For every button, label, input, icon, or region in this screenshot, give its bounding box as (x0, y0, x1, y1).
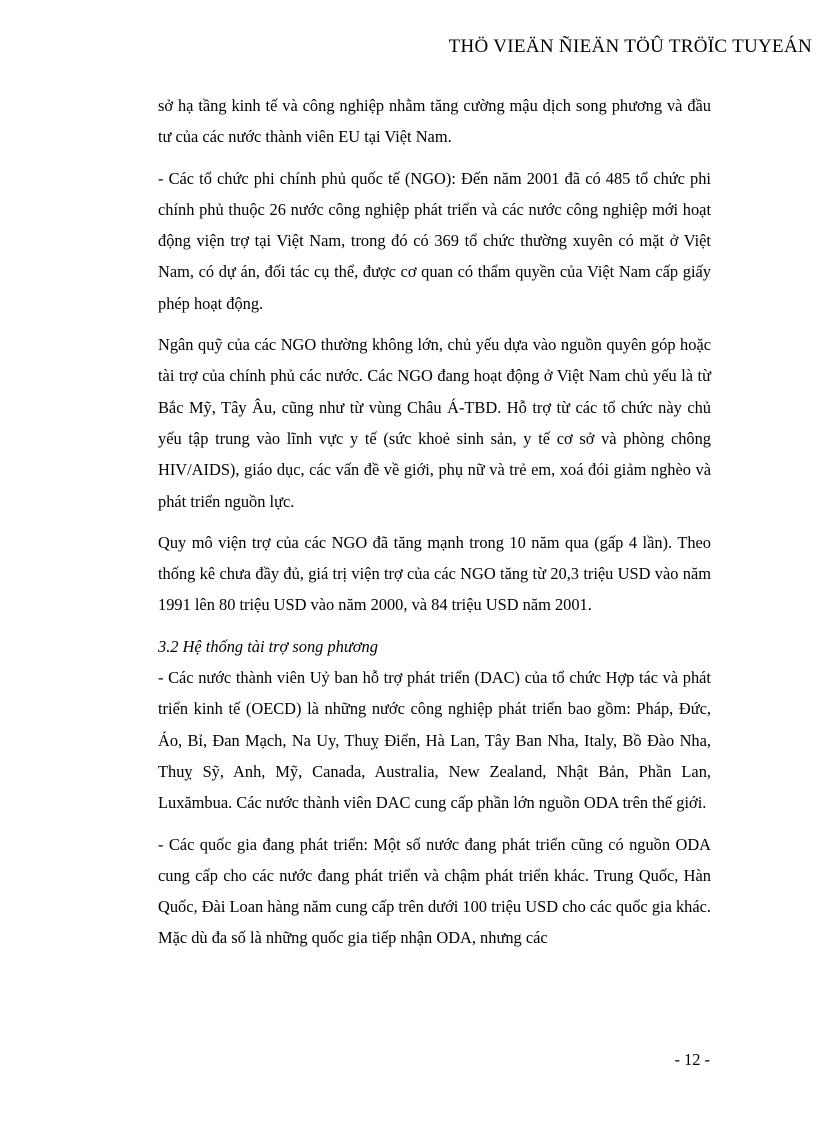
document-body (158, 90, 711, 964)
page-number: - 12 - (674, 1050, 710, 1069)
paragraph-eu-investment: sở hạ tầng kinh tế và công nghiệp nhằm tăng cường mậu dịch song phương và đầu tư của các nước thành viên EU tại Việt Nam. (158, 96, 711, 147)
paragraph-ngo-scale: Quy mô viện trợ của các NGO đã tăng mạnh trong 10 năm qua (gấp 4 lần). Theo thống kê chưa đầy đủ, giá trị viện trợ của các NGO tăng từ 20,3 triệu USD vào năm 1991 lên 80 triệu USD vào năm 2000, và 84 triệu USD năm 2001. (158, 532, 711, 615)
paragraph-dac-members: - Các nước thành viên Uỷ ban hỗ trợ phát triển (DAC) của tổ chức Hợp tác và phát triển kinh tế (OECD) là những nước công nghiệp phát triển bao gồm: Pháp, Đức, Áo, Bỉ, Đan Mạch, Na Uy, Thuỵ Điển, Hà Lan, Tây Ban Nha, Italy, Bồ Đào Nha, Thuỵ Sỹ, Anh, Mỹ, Canada, Australia, New Zealand, Nhật Bản, Phần Lan, Luxămbua. Các nước thành viên DAC cung cấp phần lớn nguồn ODA trên thế giới. (158, 668, 711, 813)
paragraph-ngo-funding: Ngân quỹ của các NGO thường không lớn, chủ yếu dựa vào nguồn quyên góp hoặc tài trợ của chính phủ các nước. Các NGO đang hoạt động ở Việt Nam chủ yếu là từ Bắc Mỹ, Tây Âu, cũng như từ vùng Châu Á-TBD. Hỗ trợ từ các tổ chức này chủ yếu tập trung vào lĩnh vực y tế (sức khoẻ sinh sản, y tế cơ sở và phòng chông HIV/AIDS), giáo dục, các vấn đề về giới, phụ nữ và trẻ em, xoá đói giảm nghèo và phát triển nguồn lực. (158, 335, 711, 511)
header-title: THÖ VIEÄN ÑIEÄN TÖÛ TRÖÏC TUYEÁN (448, 36, 812, 57)
section-heading: 3.2 Hệ thống tài trợ song phương (158, 636, 378, 656)
paragraph-developing-countries: - Các quốc gia đang phát triển: Một số nước đang phát triển cũng có nguồn ODA cung cấp cho các nước đang phát triển và chậm phát triển khác. Trung Quốc, Hàn Quốc, Đài Loan hàng năm cung cấp trên dưới 100 triệu USD cho các quốc gia khác. Mặc dù đa số là những quốc gia tiếp nhận ODA, nhưng các (158, 834, 711, 948)
paragraph-ngo-overview: - Các tổ chức phi chính phủ quốc tế (NGO): Đến năm 2001 đã có 485 tổ chức phi chính phủ thuộc 26 nước công nghiệp phát triển và các nước công nghiệp mới hoạt động viện trợ tại Việt Nam, trong đó có 369 tổ chức thường xuyên có mặt ở Việt Nam, có dự án, đối tác cụ thể, được cơ quan có thẩm quyền của Việt Nam cấp giấy phép hoạt động. (158, 168, 711, 313)
